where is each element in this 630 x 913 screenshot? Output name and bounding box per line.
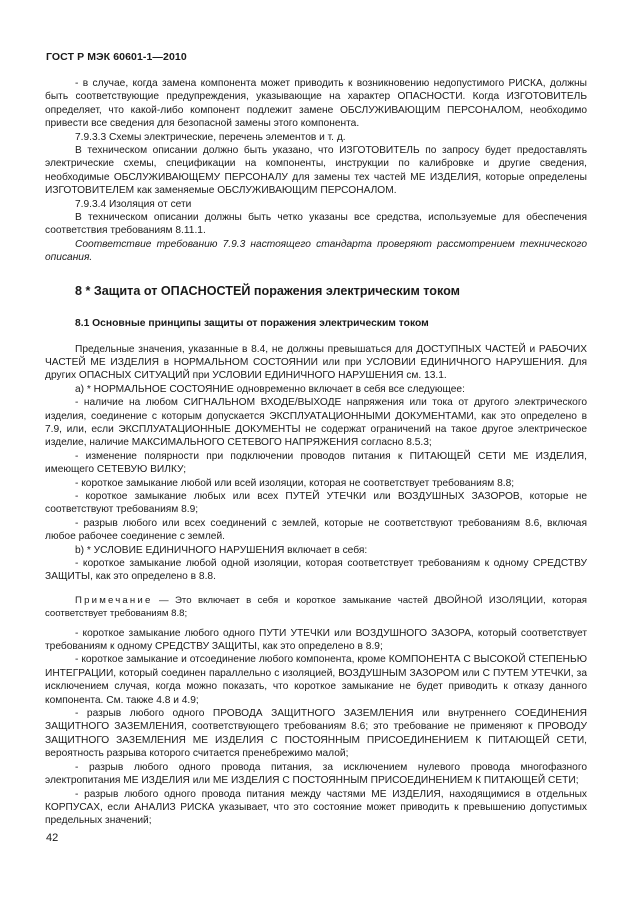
list-item: - короткое замыкание любого одного ПУТИ УТЕЧКИ или ВОЗДУШНОГО ЗАЗОРА, который соответствует требованиям к одному СРЕДСТВУ ЗАЩИТЫ, как это определено в 8.9; (45, 627, 587, 653)
document-body (45, 77, 587, 828)
page-number: 42 (46, 832, 59, 844)
list-heading: а) * НОРМАЛЬНОЕ СОСТОЯНИЕ одновременно включает в себя все следующее: (75, 383, 465, 395)
list-item: - короткое замыкание любой или всей изоляции, которая не соответствует требованиям 8.8; (75, 477, 515, 489)
note-label: Примечание (75, 594, 153, 606)
list-item: - разрыв любого одного провода питания, за исключением нулевого провода многофазного электропитания МЕ ИЗДЕЛИЯ или МЕ ИЗДЕЛИЯ С ПОСТОЯННЫМ ПРИСОЕДИНЕНИЕМ К ПИТАЮЩЕЙ СЕТИ; (45, 761, 587, 787)
list-item: - наличие на любом СИГНАЛЬНОМ ВХОДЕ/ВЫХОДЕ напряжения или тока от другого электрического изделия, соединение с которым допускается ЭКСПЛУАТАЦИОННЫМИ ДОКУМЕНТАМИ, как это определено в 7.9, или, если ЭКСПЛУАТАЦИОННЫЕ ДОКУМЕНТЫ не содержат ограничений на такое другое электрическое изделие, наличие МАКСИМАЛЬНОГО СЕТЕВОГО НАПРЯЖЕНИЯ согласно 8.5.3; (45, 397, 587, 449)
note-text: — Это включает в себя и короткое замыкание частей ДВОЙНОЙ ИЗОЛЯЦИИ, которая соответствует требованиям 8.8; (45, 594, 587, 620)
compliance-note: Соответствие требованию 7.9.3 настоящего стандарта проверяют рассмотрением технического описания. (45, 238, 587, 264)
section-heading: 8 * Защита от ОПАСНОСТЕЙ поражения электрическим током (75, 283, 460, 298)
list-item: - разрыв любого одного ПРОВОДА ЗАЩИТНОГО ЗАЗЕМЛЕНИЯ или внутреннего СОЕДИНЕНИЯ ЗАЩИТНОГО ЗАЗЕМЛЕНИЯ, соответствующего требованиям 8.6; это требование не применяют к ПРОВОДУ ЗАЩИТНОГО ЗАЗЕМЛЕНИЯ МЕ ИЗДЕЛИЯ С ПОСТОЯННЫМ ПРИСОЕДИНЕНИЕМ К ПИТАЮЩЕЙ СЕТИ, вероятность разрыва которого считается пренебрежимо малой; (45, 708, 587, 760)
subsection-heading: 7.9.3.3 Схемы электрические, перечень элементов и т. д. (75, 131, 346, 143)
note-paragraph (45, 594, 587, 621)
paragraph: В техническом описании должно быть указано, что ИЗГОТОВИТЕЛЬ по запросу будет предоставлять электрические схемы, спецификации на компоненты, инструкции по калибровке и другие сведения, необходимые ОБСЛУЖИВАЮЩЕМУ ПЕРСОНАЛУ для замены тех частей МЕ ИЗДЕЛИЯ, которые определены ИЗГОТОВИТЕЛЕМ как заменяемые ОБСЛУЖИВАЮЩИМ ПЕРСОНАЛОМ. (45, 145, 587, 197)
paragraph: В техническом описании должны быть четко указаны все средства, используемые для обеспечения соответствия требованиям 8.11.1. (45, 212, 587, 237)
list-item: - разрыв любого одного провода питания между частями МЕ ИЗДЕЛИЯ, находящимися в отдельных КОРПУСАХ, если АНАЛИЗ РИСКА указывает, что это состояние может приводить к превышению допустимых предельных значений; (45, 788, 587, 827)
list-item: - короткое замыкание любой одной изоляции, которая соответствует требованиям к одному СРЕДСТВУ ЗАЩИТЫ, как это определено в 8.8. (45, 558, 587, 583)
subsection-heading: 7.9.3.4 Изоляция от сети (75, 198, 192, 210)
list-item: - короткое замыкание и отсоединение любого компонента, кроме КОМПОНЕНТА С ВЫСОКОЙ СТЕПЕНЬЮ ИНТЕГРАЦИИ, который соединен параллельно с изоляцией, ВОЗДУШНЫМ ЗАЗОРОМ или С ПУТЕМ УТЕЧКИ, за исключением случая, когда можно показать, что короткое замыкание не будет приводить к отказу данного компонента. См. также 4.8 и 4.9; (45, 654, 587, 706)
section-subheading: 8.1 Основные принципы защиты от поражения электрическим током (75, 318, 429, 330)
list-item: - разрыв любого или всех соединений с землей, которые не соответствуют требованиям 8.6, включая любое рабочее соединение с землей. (45, 517, 587, 543)
paragraph: Предельные значения, указанные в 8.4, не должны превышаться для ДОСТУПНЫХ ЧАСТЕЙ и РАБОЧИХ ЧАСТЕЙ МЕ ИЗДЕЛИЯ в НОРМАЛЬНОМ СОСТОЯНИИ или при УСЛОВИИ ЕДИНИЧНОГО НАРУШЕНИЯ. Для других ОПАСНЫХ СИТУАЦИЙ при УСЛОВИИ ЕДИНИЧНОГО НАРУШЕНИЯ см. 13.1. (45, 343, 587, 382)
list-item: - изменение полярности при подключении проводов питания к ПИТАЮЩЕЙ СЕТИ МЕ ИЗДЕЛИЯ, имеющего СЕТЕВУЮ ВИЛКУ; (45, 450, 587, 476)
paragraph: - в случае, когда замена компонента может приводить к возникновению недопустимого РИСКА, должны быть соответствующие предупреждения, указывающие на характер ОПАСНОСТИ. Когда ИЗГОТОВИТЕЛЬ определяет, что какой-либо компонент подлежит замене ОБСЛУЖИВАЮЩИМ ПЕРСОНАЛОМ, необходимо привести все сведения для безопасной замены этого компонента. (45, 78, 587, 130)
list-heading: b) * УСЛОВИЕ ЕДИНИЧНОГО НАРУШЕНИЯ включает в себя: (75, 544, 368, 556)
document-header: ГОСТ Р МЭК 60601-1—2010 (46, 51, 187, 63)
list-item: - короткое замыкание любых или всех ПУТЕЙ УТЕЧКИ или ВОЗДУШНЫХ ЗАЗОРОВ, которые не соответствуют требованиям 8.9; (45, 490, 587, 516)
